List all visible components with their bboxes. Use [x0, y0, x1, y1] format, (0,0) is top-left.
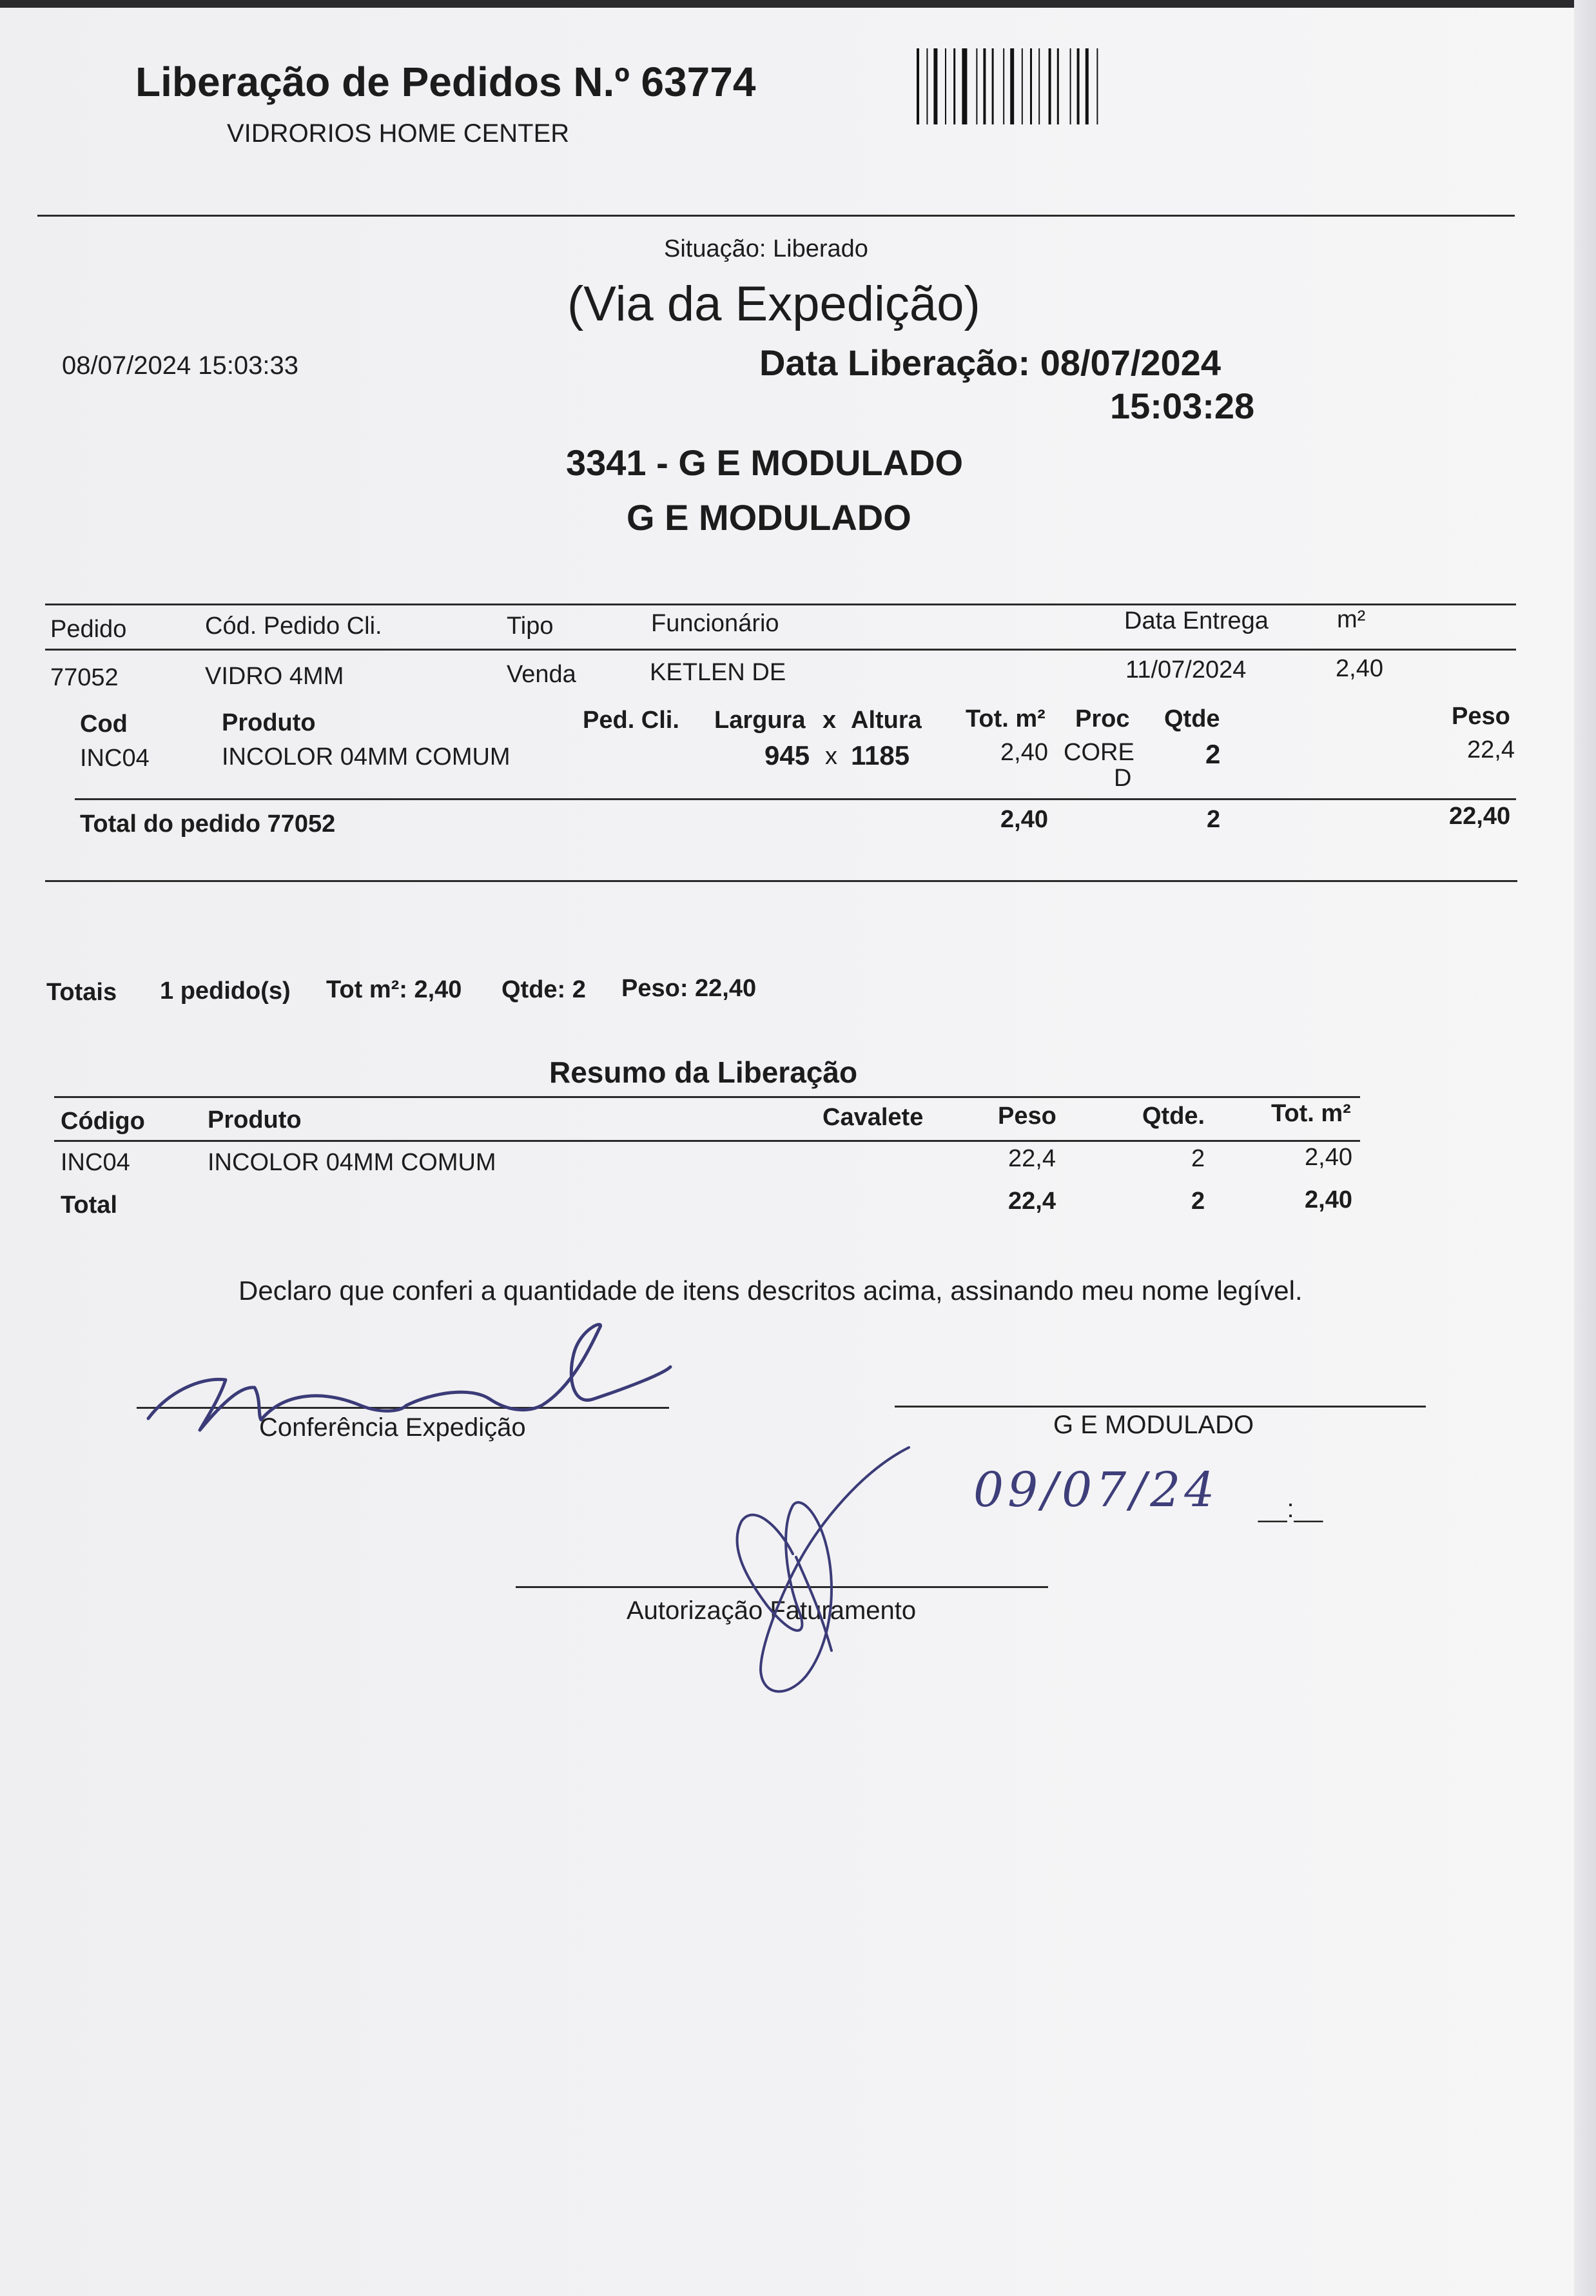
item-cod: INC04	[80, 745, 150, 772]
col-funcionario: Funcionário	[651, 610, 779, 637]
item-col-produto: Produto	[222, 709, 316, 736]
item-col-tot-m2: Tot. m²	[966, 705, 1046, 732]
order-client-code: VIDRO 4MM	[205, 663, 344, 690]
summary-col-produto: Produto	[208, 1106, 302, 1133]
print-datetime: 08/07/2024 15:03:33	[62, 351, 299, 380]
totals-m2: Tot m²: 2,40	[326, 976, 462, 1003]
col-tipo: Tipo	[507, 613, 554, 640]
totals-peso: Peso: 22,40	[621, 975, 757, 1002]
item-col-peso: Peso	[1452, 703, 1510, 730]
divider	[54, 1096, 1360, 1098]
divider	[75, 798, 1516, 800]
order-total-m2: 2,40	[1000, 806, 1048, 833]
item-col-largura: Largura	[714, 707, 806, 734]
summary-total-peso: 22,4	[1008, 1188, 1056, 1215]
order-employee: KETLEN DE	[650, 659, 786, 686]
order-m2: 2,40	[1336, 655, 1383, 682]
signature-autorizacao-drawing	[703, 1444, 973, 1702]
order-total-qtde: 2	[1207, 806, 1221, 833]
col-m2: m²	[1337, 606, 1366, 633]
order-delivery-date: 11/07/2024	[1125, 656, 1247, 683]
client-code-name: 3341 - G E MODULADO	[566, 442, 964, 483]
summary-total-qtde: 2	[1191, 1188, 1205, 1215]
handwritten-date: 09/07/24	[973, 1462, 1219, 1518]
order-total-label: Total do pedido 77052	[80, 810, 336, 838]
summary-title: Resumo da Liberação	[549, 1055, 858, 1089]
release-date: Data Liberação: 08/07/2024	[759, 342, 1221, 383]
scan-right-edge	[1574, 0, 1596, 2296]
client-signature-label: G E MODULADO	[1053, 1411, 1254, 1439]
summary-row-produto: INCOLOR 04MM COMUM	[208, 1149, 496, 1176]
item-x: x	[825, 743, 837, 770]
order-total-peso: 22,40	[1449, 803, 1511, 830]
item-col-qtde: Qtde	[1164, 705, 1220, 732]
declaration-text: Declaro que conferi a quantidade de itens descritos acima, assinando meu nome legível.	[238, 1275, 1303, 1306]
item-col-altura: Altura	[851, 707, 922, 734]
divider	[45, 603, 1516, 605]
item-tot-m2: 2,40	[1000, 739, 1048, 766]
item-produto: INCOLOR 04MM COMUM	[222, 743, 511, 770]
summary-total-label: Total	[61, 1192, 117, 1219]
release-time: 15:03:28	[1110, 386, 1255, 426]
company-name: VIDRORIOS HOME CENTER	[227, 119, 570, 148]
summary-col-cavalete: Cavalete	[822, 1104, 924, 1131]
summary-col-qtde: Qtde.	[1142, 1103, 1205, 1130]
item-proc-cont: D	[1114, 765, 1132, 792]
item-largura: 945	[764, 740, 810, 770]
item-qtde: 2	[1205, 739, 1221, 769]
item-peso: 22,4	[1467, 736, 1515, 763]
status-label: Situação: Liberado	[664, 235, 868, 262]
via-label: (Via da Expedição)	[567, 277, 980, 331]
summary-col-peso: Peso	[998, 1103, 1056, 1130]
order-number: 77052	[50, 664, 119, 691]
item-proc: CORE	[1064, 739, 1134, 766]
totals-label: Totais	[46, 979, 117, 1006]
barcode-icon	[917, 48, 1176, 124]
item-col-x: x	[822, 707, 837, 734]
item-col-ped-cli: Ped. Cli.	[583, 707, 679, 734]
col-cod-pedido-cli: Cód. Pedido Cli.	[205, 613, 382, 640]
item-col-cod: Cod	[80, 711, 128, 738]
divider	[37, 215, 1515, 217]
totals-pedidos: 1 pedido(s)	[160, 977, 291, 1005]
client-name: G E MODULADO	[627, 497, 911, 538]
signature-conferencia-drawing	[129, 1315, 683, 1444]
divider	[54, 1140, 1360, 1142]
summary-total-tot-m2: 2,40	[1305, 1186, 1352, 1213]
signature-line	[895, 1406, 1426, 1408]
item-altura: 1185	[851, 740, 910, 770]
summary-col-codigo: Código	[61, 1108, 145, 1135]
col-data-entrega: Data Entrega	[1124, 607, 1269, 634]
totals-qtde: Qtde: 2	[501, 976, 586, 1003]
autorizacao-label: Autorização Faturamento	[627, 1596, 917, 1625]
conferencia-label: Conferência Expedição	[259, 1413, 526, 1442]
summary-row-peso: 22,4	[1008, 1145, 1056, 1172]
time-blank: __:__	[1258, 1495, 1323, 1523]
summary-row-qtde: 2	[1191, 1145, 1205, 1172]
summary-col-tot-m2: Tot. m²	[1271, 1100, 1351, 1127]
scan-top-edge	[0, 0, 1596, 8]
document-title: Liberação de Pedidos N.º 63774	[135, 59, 756, 105]
divider	[45, 649, 1516, 651]
summary-row-codigo: INC04	[61, 1149, 130, 1176]
summary-row-tot-m2: 2,40	[1305, 1144, 1352, 1171]
order-type: Venda	[507, 661, 576, 688]
divider	[45, 880, 1517, 882]
item-col-proc: Proc	[1075, 705, 1130, 732]
col-pedido: Pedido	[50, 616, 127, 643]
